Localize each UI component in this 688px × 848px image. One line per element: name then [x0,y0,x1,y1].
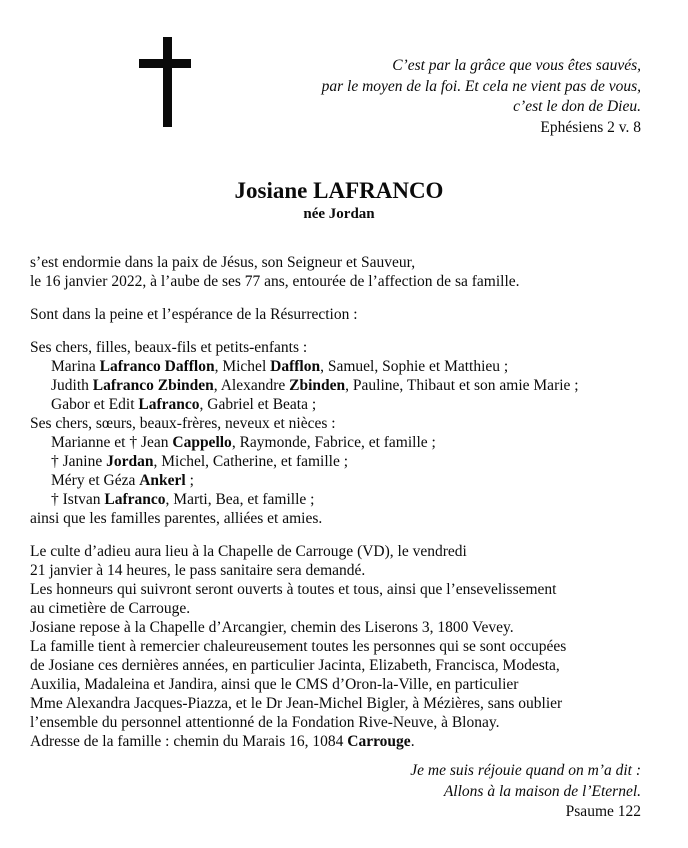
body-line [30,542,670,561]
opening-scripture-reference: Ephésiens 2 v. 8 [540,118,641,136]
body-text: Les honneurs qui suivront seront ouverts à toutes et tous, ainsi que l’ensevelissement [30,581,557,598]
body-line [30,471,670,490]
body-line [30,509,670,528]
body-line [30,338,670,357]
opening-scripture [322,56,641,138]
body-line [30,713,670,732]
maiden-name: née Jordan [303,206,375,222]
quote-line: C’est par la grâce que vous êtes sauvés, [392,57,641,74]
body-text: . [410,733,415,750]
body-text: Marianne et † Jean [51,434,173,451]
family-name-bold: Ankerl [139,472,186,489]
announcement-body [30,253,670,765]
family-name-bold: Carrouge [347,733,411,750]
body-text: , Michel, Catherine, et famille ; [153,453,349,470]
body-text: au cimetière de Carrouge. [30,600,191,617]
body-line [30,414,670,433]
body-line [30,580,670,599]
paragraph [30,338,670,528]
paragraph [30,253,670,291]
cross-icon [139,37,191,127]
body-text: ainsi que les familles parentes, alliées et amies. [30,510,323,527]
quote-line: Je me suis réjouie quand on m’a dit : [410,762,641,779]
body-line [30,561,670,580]
body-text: † Istvan [51,491,105,508]
closing-scripture [410,761,641,823]
body-text: Auxilia, Madaleina et Jandira, ainsi que le CMS d’Oron-la-Ville, en particulier [30,676,519,693]
body-line [30,305,670,324]
opening-scripture-lines [322,56,641,118]
body-text: Gabor et Edit [51,396,139,413]
body-text: 21 janvier à 14 heures, le pass sanitaire sera demandé. [30,562,366,579]
body-line [30,433,670,452]
body-text: Marina [51,358,100,375]
family-name-bold: Zbinden [289,377,346,394]
body-line [30,675,670,694]
family-name-bold: Lafranco [104,491,166,508]
body-text: ; [185,472,194,489]
body-text: Adresse de la famille : chemin du Marais 16, 1084 [30,733,348,750]
family-name-bold: Cappello [172,434,232,451]
family-name-bold: Lafranco Zbinden [92,377,214,394]
body-text: , Marti, Bea, et famille ; [165,491,315,508]
cross-horizontal-bar [139,59,191,68]
body-text: , Alexandre [213,377,290,394]
deceased-name: Josiane LAFRANCO [234,178,444,203]
body-line [30,395,670,414]
cross-vertical-bar [163,37,172,127]
body-text: Le culte d’adieu aura lieu à la Chapelle de Carrouge (VD), le vendredi [30,543,467,560]
body-line [30,272,670,291]
body-text: Judith [51,377,93,394]
body-text: l’ensemble du personnel attentionné de la Fondation Rive-Neuve, à Blonay. [30,714,500,731]
closing-scripture-lines [410,761,641,802]
body-line [30,732,670,751]
body-text: Sont dans la peine et l’espérance de la Résurrection : [30,306,358,323]
body-text: de Josiane ces dernières années, en particulier Jacinta, Elizabeth, Francisca, Modesta, [30,657,560,674]
body-line [30,452,670,471]
body-text: , Samuel, Sophie et Matthieu ; [320,358,509,375]
body-text: , Raymonde, Fabrice, et famille ; [231,434,436,451]
body-line [30,253,670,272]
quote-line: c’est le don de Dieu. [513,98,641,115]
body-line [30,357,670,376]
body-text: Josiane repose à la Chapelle d’Arcangier, chemin des Liserons 3, 1800 Vevey. [30,619,514,636]
family-name-bold: Lafranco Dafflon [99,358,215,375]
body-text: Mme Alexandra Jacques-Piazza, et le Dr Jean-Michel Bigler, à Mézières, sans oublier [30,695,563,712]
quote-line: par le moyen de la foi. Et cela ne vient pas de vous, [321,77,641,95]
body-line [30,376,670,395]
quote-line: Allons à la maison de l’Eternel. [443,782,641,800]
body-line [30,694,670,713]
paragraph [30,542,670,751]
body-line [30,618,670,637]
body-text: Méry et Géza [51,472,140,489]
body-text: Ses chers, sœurs, beaux-frères, neveux et nièces : [30,415,336,432]
body-text: La famille tient à remercier chaleureusement toutes les personnes qui se sont occupées [30,638,567,655]
body-text: † Janine [51,453,107,470]
body-text: , Gabriel et Beata ; [199,396,317,413]
body-text: Ses chers, filles, beaux-fils et petits-enfants : [30,339,308,356]
closing-scripture-reference: Psaume 122 [565,803,641,820]
family-name-bold: Lafranco [138,396,200,413]
body-line [30,656,670,675]
body-text: s’est endormie dans la paix de Jésus, son Seigneur et Sauveur, [30,254,416,271]
body-text: , Pauline, Thibaut et son amie Marie ; [345,377,579,394]
body-text: le 16 janvier 2022, à l’aube de ses 77 ans, entourée de l’affection de sa famille. [30,273,520,290]
family-name-bold: Dafflon [270,358,321,375]
body-line [30,637,670,656]
body-line [30,599,670,618]
body-text: , Michel [214,358,271,375]
paragraph [30,305,670,324]
body-line [30,490,670,509]
family-name-bold: Jordan [106,453,154,470]
